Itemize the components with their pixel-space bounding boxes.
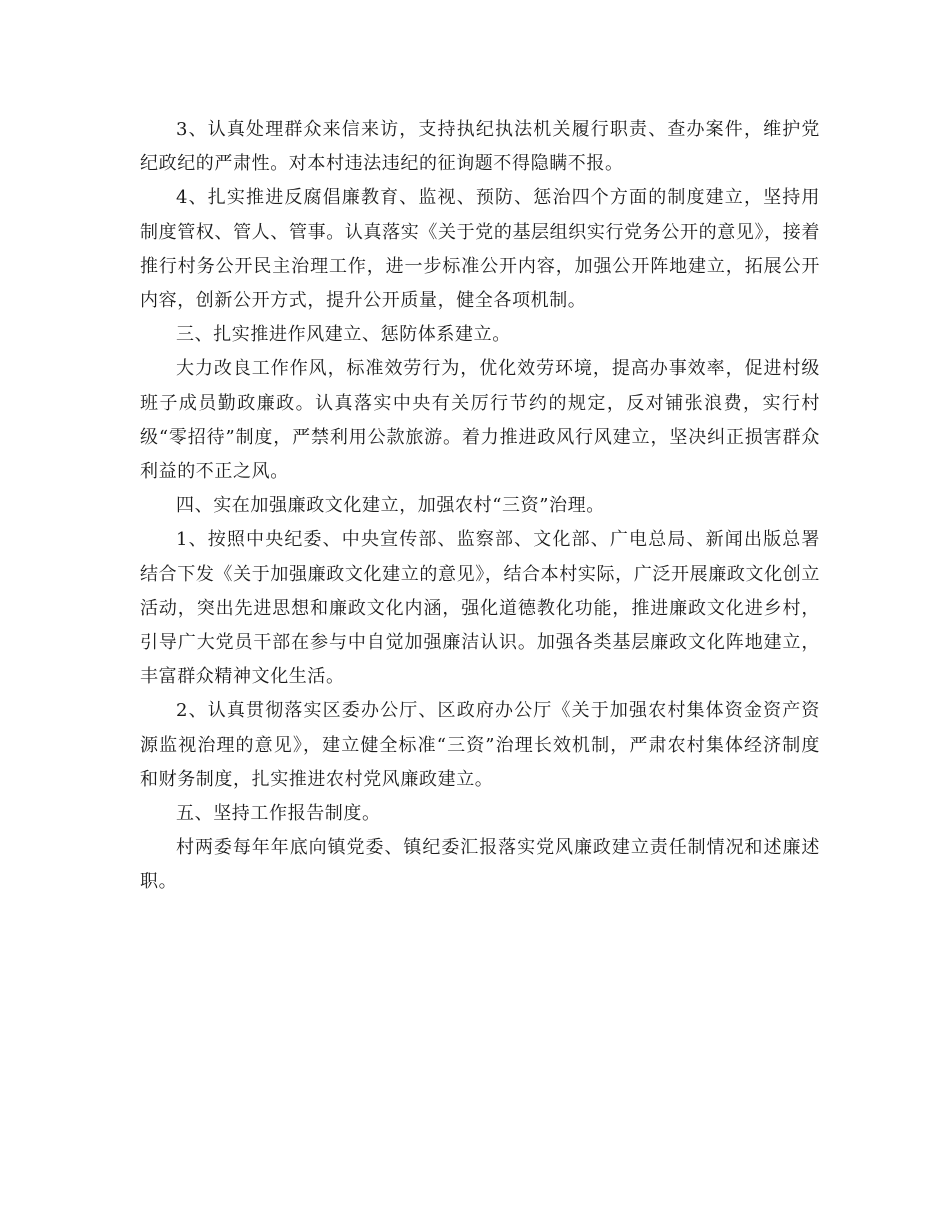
- document-body: [140, 113, 820, 900]
- section-heading-3: 三、扎实推进作风建立、惩防体系建立。: [176, 324, 511, 346]
- paragraph-item-1-culture: 1、按照中央纪委、中央宣传部、监察部、文化部、广电总局、新闻出版总署结合下发《关于加强廉政文化建立的意见》，结合本村实际，广泛开展廉政文化创立活动，突出先进思想和廉政文化内涵，强化道德教化功能，推进廉政文化进乡村，引导广大党员干部在参与中自觉加强廉洁认识。加强各类基层廉政文化阵地建立，丰富群众精神文化生活。: [140, 529, 820, 688]
- section-heading-5: 五、坚持工作报告制度。: [176, 803, 381, 825]
- section-heading-4: 四、实在加强廉政文化建立，加强农村“三资”治理。: [176, 495, 605, 517]
- paragraph-item-4-anticorruption-system: 4、扎实推进反腐倡廉教育、监视、预防、惩治四个方面的制度建立，坚持用制度管权、管人、管事。认真落实《关于党的基层组织实行党务公开的意见》，接着推行村务公开民主治理工作，进一步标准公开内容，加强公开阵地建立，拓展公开内容，创新公开方式，提升公开质量，健全各项机制。: [140, 187, 820, 312]
- paragraph-work-style: 大力改良工作作风，标准效劳行为，优化效劳环境，提高办事效率，促进村级班子成员勤政廉政。认真落实中央有关厉行节约的规定，反对铺张浪费，实行村级“零招待”制度，严禁利用公款旅游。着力推进政风行风建立，坚决纠正损害群众利益的不正之风。: [140, 358, 820, 483]
- paragraph-report: 村两委每年年底向镇党委、镇纪委汇报落实党风廉政建立责任制情况和述廉述职。: [140, 837, 820, 893]
- paragraph-item-3-complaints: 3、认真处理群众来信来访，支持执纪执法机关履行职责、查办案件，维护党纪政纪的严肃性。对本村违法违纪的征询题不得隐瞒不报。: [140, 119, 820, 175]
- paragraph-item-2-three-assets: 2、认真贯彻落实区委办公厅、区政府办公厅《关于加强农村集体资金资产资源监视治理的意见》，建立健全标准“三资”治理长效机制，严肃农村集体经济制度和财务制度，扎实推进农村党风廉政建立。: [140, 700, 820, 790]
